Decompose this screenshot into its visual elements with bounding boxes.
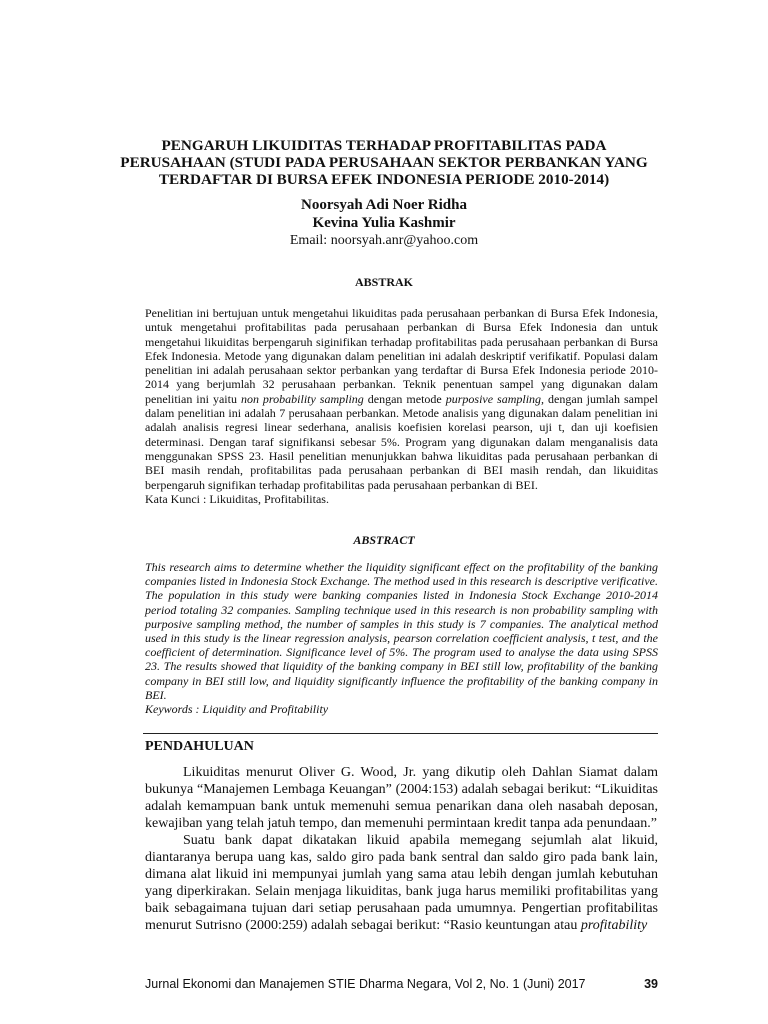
pendahuluan-body <box>145 764 658 934</box>
author-list <box>110 196 658 232</box>
section-divider <box>143 733 658 734</box>
journal-citation: Jurnal Ekonomi dan Manajemen STIE Dharma Negara, Vol 2, No. 1 (Juni) 2017 <box>145 977 586 991</box>
abstract-keywords: Keywords : Liquidity and Profitability <box>145 702 329 717</box>
paper-title: PENGARUH LIKUIDITAS TERHADAP PROFITABILITAS PADA PERUSAHAAN (STUDI PADA PERUSAHAAN SEKTOR PERBANKAN YANG TERDAFTAR DI BURSA EFEK INDONESIA PERIODE 2010-2014) <box>120 137 648 188</box>
abstract-heading: ABSTRACT <box>353 533 415 547</box>
body-paragraph: Likuiditas menurut Oliver G. Wood, Jr. yang dikutip oleh Dahlan Siamat dalam bukunya “Manajemen Lembaga Keuangan” (2004:153) adalah sebagai berikut: “Likuiditas adalah kemampuan bank untuk memenuhi semua penarikan dana oleh nasabah deposan, kewajiban yang telah jatuh tempo, dan memenuhi permintaan kredit tanpa ada penundaan.” <box>145 765 658 831</box>
abstrak-paragraph <box>145 306 658 492</box>
body-text: Suatu bank dapat dikatakan likuid apabila memegang sejumlah alat likuid, diantaranya berupa uang kas, saldo giro pada bank sentral dan saldo giro pada bank lain, dimana alat likuid ini mempunyai jumlah yang sama atau lebih dengan jumlah kebutuhan yang diperkirakan. Selain menjaga likuiditas, bank juga harus memiliki profitabilitas yang baik sebagaimana tujuan dari setiap perusahaan pada umumnya. Pengertian profitabilitas menurut Sutrisno (2000:259) adalah sebagai berikut: “Rasio keuntungan atau <box>145 833 658 933</box>
author-name: Noorsyah Adi Noer Ridha <box>301 197 467 213</box>
abstrak-keywords: Kata Kunci : Likuiditas, Profitabilitas. <box>145 491 329 506</box>
abstract-paragraph: This research aims to determine whether the liquidity significant effect on the profitability of the banking companies listed in Indonesia Stock Exchange. The method used in this research is descriptive verificative. The population in this study were banking companies listed in Indonesia Stock Exchange 2010-2014 period totaling 32 companies. Sampling technique used in this research is non probability sampling with purposive sampling method, the number of samples in this study is 7 companies. The analytical method used in this study is the linear regression analysis, pearson correlation coefficient analysis, t test, and the coefficient of determination. Significance level of 5%. The program used to analyse the data using SPSS 23. The results showed that liquidity of the banking company in BEI still low, profitability of the banking company in BEI still low, and liquidity significantly influence the profitability of the banking company in BEI. <box>145 560 658 702</box>
abstrak-body <box>145 306 658 506</box>
abstrak-heading: ABSTRAK <box>354 275 413 289</box>
author-name: Kevina Yulia Kashmir <box>312 215 456 231</box>
abstrak-italic-term: purposive sampling, <box>445 391 545 406</box>
author-email: Email: noorsyah.anr@yahoo.com <box>289 233 479 248</box>
abstrak-italic-term: non probability sampling <box>240 391 364 406</box>
pendahuluan-heading: PENDAHULUAN <box>145 739 254 754</box>
body-paragraph <box>145 832 658 934</box>
abstrak-text: Penelitian ini bertujuan untuk mengetahui likuiditas pada perusahaan perbankan di Bursa Efek Indonesia, untuk mengetahui profitabilitas pada perusahaan perbankan di Bursa Efek Indonesia dan untuk mengetahui likuiditas berpengaruh siginifikan terhadap profitabilitas pada perusahaan perbankan di Bursa Efek Indonesia. Metode yang digunakan dalam penelitian ini adalah deskriptif verifikatif. Populasi dalam penelitian ini adalah perusahaan sektor perbankan yang terdaftar di Bursa Efek Indonesia periode 2010-2014 yang berjumlah 32 perusahaan perbankan. Teknik penentuan sampel yang digunakan dalam penelitian ini yaitu <box>145 306 658 406</box>
abstrak-text: dengan metode <box>363 391 446 406</box>
page-number: 39 <box>644 977 658 991</box>
abstrak-text: dengan jumlah sampel dalam penelitian ini adalah 7 perusahaan perbankan. Metode analisis yang digunakan dalam penelitian ini adalah analisis regresi linear sederhana, analisis koefisien korelasi pearson, uji t, dan uji koefisien determinasi. Dengan taraf signifikansi sebesar 5%. Program yang digunakan dalam menganalisis data menggunakan SPSS 23. Hasil penelitian menunjukkan bahwa likuiditas pada perusahaan perbankan di BEI masih rendah, profitabilitas pada perusahaan perbankan di BEI masih rendah, dan likuiditas berpengaruh signifikan terhadap profitabilitas pada perusahaan perbankan di BEI. <box>145 391 658 492</box>
body-italic-term: profitability <box>580 918 648 933</box>
page-footer <box>145 977 658 995</box>
abstract-body <box>145 560 658 716</box>
